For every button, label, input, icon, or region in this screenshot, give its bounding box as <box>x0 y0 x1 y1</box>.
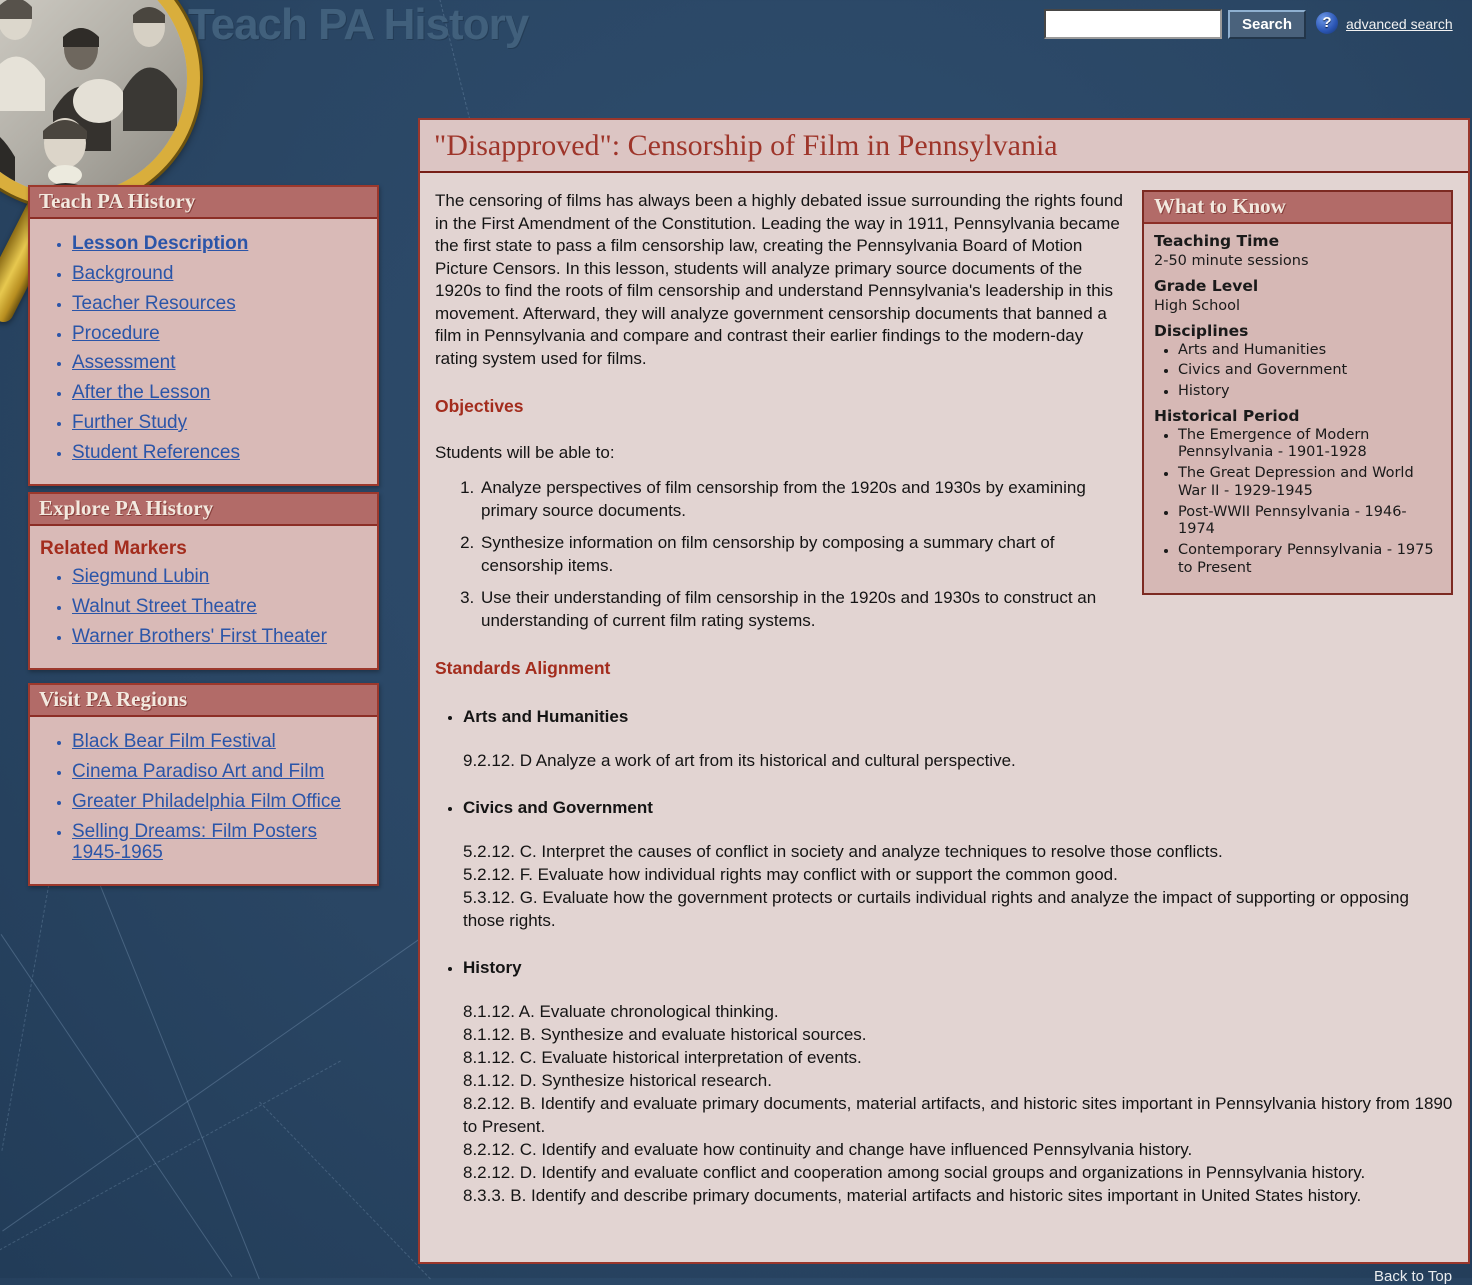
what-to-know-title: What to Know <box>1144 192 1451 224</box>
sidebar-link-item <box>72 233 369 255</box>
sidebar-link[interactable]: Selling Dreams: Film Posters 1945-1965 <box>72 820 317 864</box>
sidebar-link-item <box>72 263 369 285</box>
related-markers-heading: Related Markers <box>40 538 187 559</box>
standards-line: 8.2.12. C. Identify and evaluate how continuity and change have influenced Pennsylvania history. <box>463 1140 1193 1159</box>
standards-group-name: Civics and Government <box>463 798 653 817</box>
what-to-know-label: Teaching Time <box>1154 232 1280 250</box>
help-icon[interactable]: ? <box>1316 12 1338 34</box>
what-to-know-item: • Arts and Humanities <box>1178 342 1441 360</box>
sidebar-link[interactable]: Procedure <box>72 322 160 344</box>
sidebar-box-explore-pa-history <box>28 492 379 670</box>
standards-line: 8.2.12. D. Identify and evaluate conflict and cooperation among social groups and organizations in Pennsylvania history. <box>463 1163 1366 1182</box>
pattern-line <box>1 860 53 1151</box>
vintage-children-photo <box>0 0 187 195</box>
sidebar-link-list <box>38 731 369 864</box>
what-to-know-item-list <box>1154 427 1441 578</box>
sidebar-link[interactable]: Warner Brothers' First Theater <box>72 625 327 647</box>
what-to-know-value: High School <box>1154 297 1241 314</box>
sidebar-box-title: Visit PA Regions <box>30 685 377 717</box>
main-content <box>418 118 1470 1264</box>
sidebar-link-item <box>72 566 369 588</box>
what-to-know-box <box>1142 190 1453 595</box>
sidebar-link-item <box>72 382 369 404</box>
advanced-search-link[interactable]: advanced search <box>1346 16 1453 32</box>
sidebar-link-item <box>72 626 369 648</box>
what-to-know-value: 2-50 minute sessions <box>1154 253 1309 269</box>
objective-item: 1. Analyze perspectives of film censorship from the 1920s and 1930s by examining primary source documents. <box>479 477 1453 522</box>
sidebar-link-item <box>72 352 369 374</box>
what-to-know-label: Disciplines <box>1154 321 1249 340</box>
standards-line: 5.2.12. F. Evaluate how individual rights may conflict with or support the common good. <box>463 865 1118 884</box>
sidebar-link[interactable]: Teacher Resources <box>72 292 236 314</box>
standards-line: 8.1.12. A. Evaluate chronological thinking. <box>463 1002 779 1021</box>
sidebar-link-item <box>72 821 369 865</box>
sidebar-link[interactable]: Black Bear Film Festival <box>72 731 276 752</box>
what-to-know-label: Grade Level <box>1154 276 1259 295</box>
what-to-know-body <box>1144 224 1451 593</box>
sidebar-box-title: Teach PA History <box>30 187 377 219</box>
standards-line: 5.3.12. G. Evaluate how the government protects or curtails individual rights and analyze the impact of supporting or opposing those rights. <box>463 888 1409 930</box>
standards-list <box>435 705 1453 1207</box>
sidebar-link-item <box>72 791 369 813</box>
sidebar-link-item <box>72 412 369 434</box>
objectives-heading: Objectives <box>435 396 524 416</box>
standards-line: 8.1.12. B. Synthesize and evaluate historical sources. <box>463 1025 867 1044</box>
sidebar-box-teach-pa-history <box>28 185 379 486</box>
what-to-know-item-list <box>1154 342 1441 401</box>
standards-line: 5.2.12. C. Interpret the causes of conflict in society and analyze techniques to resolve those conflicts. <box>463 842 1223 861</box>
vintage-photo-magnifier <box>0 0 200 208</box>
standards-lines <box>463 749 1453 772</box>
standards-group <box>463 956 1453 1207</box>
standards-line: 8.1.12. C. Evaluate historical interpretation of events. <box>463 1048 862 1067</box>
sidebar-link[interactable]: Background <box>72 262 174 284</box>
what-to-know-item: • Post-WWII Pennsylvania - 1946-1974 <box>1178 504 1441 539</box>
what-to-know-item: • The Great Depression and World War II - 1929-1945 <box>1178 465 1441 500</box>
objectives-lead: Students will be able to: <box>435 443 615 462</box>
standards-line: 8.2.12. B. Identify and evaluate primary documents, material artifacts, and historic sites important in Pennsylvania history from 1890 to Present. <box>463 1094 1453 1136</box>
sidebar-link-item <box>72 596 369 618</box>
sidebar-link-list <box>38 566 369 648</box>
sidebar-link-list <box>38 233 369 464</box>
standards-group-name: Arts and Humanities <box>463 707 629 726</box>
pattern-line <box>2 930 433 1232</box>
pattern-line <box>90 862 260 1280</box>
pattern-line <box>259 1102 431 1280</box>
sidebar-link[interactable]: Greater Philadelphia Film Office <box>72 790 341 812</box>
sidebar-link-item <box>72 293 369 315</box>
standards-line: 9.2.12. D Analyze a work of art from its historical and cultural perspective. <box>463 751 1016 770</box>
standards-group-name: History <box>463 958 522 977</box>
lesson-intro-paragraph: The censoring of films has always been a highly debated issue surrounding the rights found in the First Amendment of the Constitution. Leading the way in 1911, Pennsylvania became the first state to pass a film censorship law, creating the Pennsylvania Board of Motion Picture Censors. In this lesson, students will analyze primary source documents of the 1920s to find the roots of film censorship and understand Pennsylvania's leadership in this movement. Afterward, they will analyze government censorship documents that banned a film in Pennsylvania and compare and contrast their earlier findings to the modern-day rating system used for films. <box>435 191 1123 368</box>
site-title: Teach PA History <box>188 0 529 49</box>
sidebar-link[interactable]: Further Study <box>72 412 188 434</box>
sidebar-link-item <box>72 323 369 345</box>
page-title: "Disapproved": Censorship of Film in Pennsylvania <box>420 120 1468 173</box>
what-to-know-item: • Contemporary Pennsylvania - 1975 to Present <box>1178 542 1441 577</box>
standards-group <box>463 796 1453 932</box>
objective-item: 3. Use their understanding of film censorship in the 1920s and 1930s to construct an understanding of current film rating systems. <box>479 587 1453 632</box>
what-to-know-item: • History <box>1178 383 1441 401</box>
standards-lines <box>463 840 1453 932</box>
what-to-know-label: Historical Period <box>1154 406 1300 425</box>
search-input[interactable] <box>1044 9 1222 39</box>
sidebar-link[interactable]: Assessment <box>72 352 176 374</box>
standards-lines <box>463 1000 1453 1207</box>
objective-item: 2. Synthesize information on film censorship by composing a summary chart of censorship items. <box>479 532 1453 577</box>
sidebar-link[interactable]: Siegmund Lubin <box>72 566 210 587</box>
back-to-top-link[interactable]: Back to Top <box>1374 1268 1453 1285</box>
pattern-line <box>1 934 233 1277</box>
sidebar-link[interactable]: Student References <box>72 441 240 463</box>
sidebar-link[interactable]: Cinema Paradiso Art and Film <box>72 760 325 782</box>
standards-heading: Standards Alignment <box>435 658 611 678</box>
sidebar-box-visit-pa-regions <box>28 683 379 886</box>
sidebar-link[interactable]: After the Lesson <box>72 382 211 404</box>
standards-group <box>463 705 1453 772</box>
sidebar-link[interactable]: Walnut Street Theatre <box>72 595 257 617</box>
search-button[interactable]: Search <box>1228 10 1306 39</box>
what-to-know-item: • The Emergence of Modern Pennsylvania - 1901-1928 <box>1178 427 1441 462</box>
sidebar-link-item <box>72 761 369 783</box>
standards-line: 8.1.12. D. Synthesize historical research. <box>463 1071 772 1090</box>
what-to-know-item: • Civics and Government <box>1178 362 1441 380</box>
pattern-line <box>0 1061 341 1251</box>
sidebar-link-item <box>72 442 369 464</box>
sidebar-link-item <box>72 731 369 753</box>
standards-line: 8.3.3. B. Identify and describe primary documents, material artifacts and historic sites important in United States history. <box>463 1186 1362 1205</box>
sidebar-link[interactable]: Lesson Description <box>72 233 249 254</box>
sidebar-box-title: Explore PA History <box>30 494 377 526</box>
